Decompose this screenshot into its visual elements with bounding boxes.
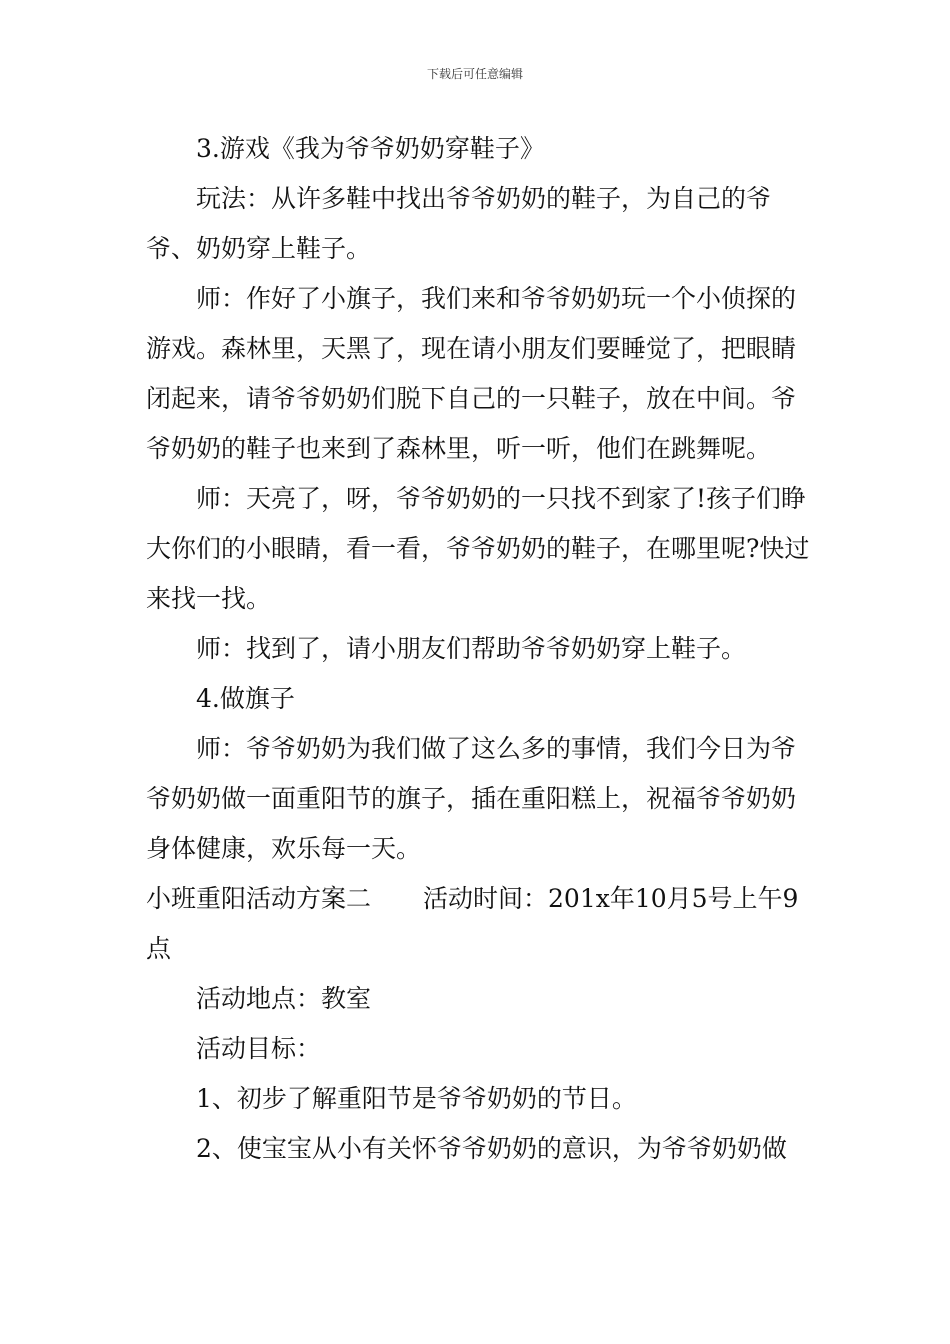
paragraph-plan-two bbox=[146, 874, 810, 974]
document-body bbox=[146, 124, 810, 1174]
paragraph-game-title: 3.游戏《我为爷爷奶奶穿鞋子》 bbox=[196, 134, 545, 163]
paragraph-game-rules: 玩法：从许多鞋中找出爷爷奶奶的鞋子，为自己的爷爷、奶奶穿上鞋子。 bbox=[146, 184, 772, 263]
paragraph-goal-two: 2、使宝宝从小有关怀爷爷奶奶的意识，为爷爷奶奶做 bbox=[196, 1134, 787, 1163]
paragraph-teacher-make-flags: 师：爷爷奶奶为我们做了这么多的事情，我们今日为爷爷奶奶做一面重阳节的旗子，插在重阳糕上，祝福爷爷奶奶身体健康，欢乐每一天。 bbox=[146, 734, 797, 863]
paragraph-activity-goals-heading: 活动目标： bbox=[196, 1034, 322, 1063]
paragraph-teacher-put-on-shoes: 师：找到了，请小朋友们帮助爷爷奶奶穿上鞋子。 bbox=[196, 634, 747, 663]
page-header-note: 下载后可任意编辑 bbox=[426, 67, 523, 81]
paragraph-teacher-find-shoes: 师：天亮了，呀，爷爷奶奶的一只找不到家了!孩子们睁大你们的小眼睛，看一看，爷爷奶奶的鞋子，在哪里呢?快过来找一找。 bbox=[146, 484, 810, 613]
paragraph-goal-one: 1、初步了解重阳节是爷爷奶奶的节日。 bbox=[196, 1084, 637, 1113]
paragraph-activity-location: 活动地点：教室 bbox=[196, 984, 372, 1013]
paragraph-make-flags-title: 4.做旗子 bbox=[196, 684, 295, 713]
activity-time: 活动时间：201x年10月5号上午9点 bbox=[146, 884, 799, 963]
plan-two-title: 小班重阳活动方案二 bbox=[146, 884, 372, 913]
paragraph-teacher-detective-game: 师：作好了小旗子，我们来和爷爷奶奶玩一个小侦探的游戏。森林里，天黑了，现在请小朋友们要睡觉了，把眼睛闭起来，请爷爷奶奶们脱下自己的一只鞋子，放在中间。爷爷奶奶的鞋子也来到了森林里，听一听，他们在跳舞呢。 bbox=[146, 284, 797, 463]
